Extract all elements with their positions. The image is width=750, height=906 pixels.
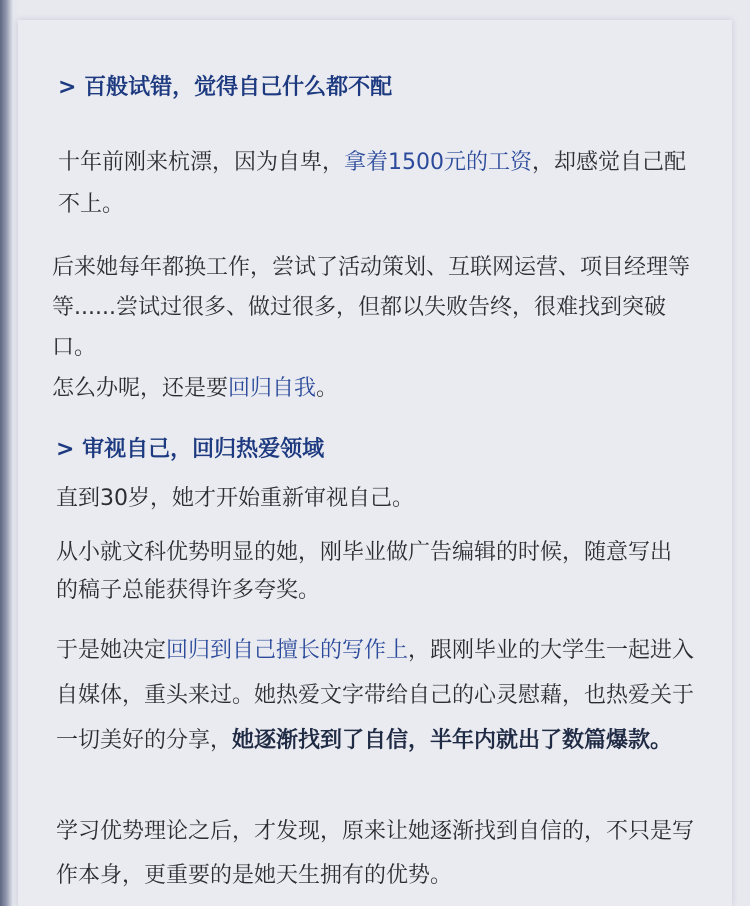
return-to-self-highlight: 回归自我 — [228, 376, 317, 401]
paragraph-writing-text-b: ，跟刚毕业的大学生一起进入自媒体，重头来过。她热爱文字带给自己的心灵慰藉，也热爱关于一切美好的分享， — [56, 638, 695, 753]
paragraph-what-to-do — [52, 372, 700, 406]
paragraph-literature-strength: 从小就文科优势明显的她，刚毕业做广告编辑的时候，随意写出的稿子总能获得许多夸奖。 — [56, 540, 673, 603]
paragraph-return-to-writing — [56, 628, 704, 763]
paragraph-strength-theory: 学习优势理论之后，才发现，原来让她逐渐找到自信的，不只是写作本身，更重要的是她天生拥有的优势。 — [56, 819, 695, 888]
paragraph-what-to-do-text-a: 怎么办呢，还是要 — [52, 376, 229, 401]
paragraph-writing-text-a: 于是她决定 — [56, 638, 167, 663]
paragraph-hangzhou-text-b: ，却感觉自己配不上。 — [58, 150, 687, 217]
section-heading-self-review: > 审视自己，回归热爱领域 — [56, 437, 325, 462]
salary-highlight: 拿着1500元的工资 — [344, 150, 533, 175]
paragraph-job-changes: 后来她每年都换工作，尝试了活动策划、互联网运营、项目经理等等......尝试过很多、做过很多，但都以失败告终，很难找到突破口。 — [52, 255, 691, 360]
confidence-bold: 她逐渐找到了自信，半年内就出了数篇爆款。 — [232, 728, 673, 753]
paragraph-what-to-do-text-b: 。 — [316, 376, 339, 401]
paragraph-age-30: 直到30岁，她才开始重新审视自己。 — [56, 486, 414, 511]
writing-highlight: 回归到自己擅长的写作上 — [166, 638, 409, 663]
paragraph-hangzhou — [58, 142, 703, 226]
paragraph-hangzhou-text-a: 十年前刚来杭漂，因为自卑， — [58, 150, 345, 175]
section-heading-trial-and-error: > 百般试错，觉得自己什么都不配 — [58, 75, 393, 100]
